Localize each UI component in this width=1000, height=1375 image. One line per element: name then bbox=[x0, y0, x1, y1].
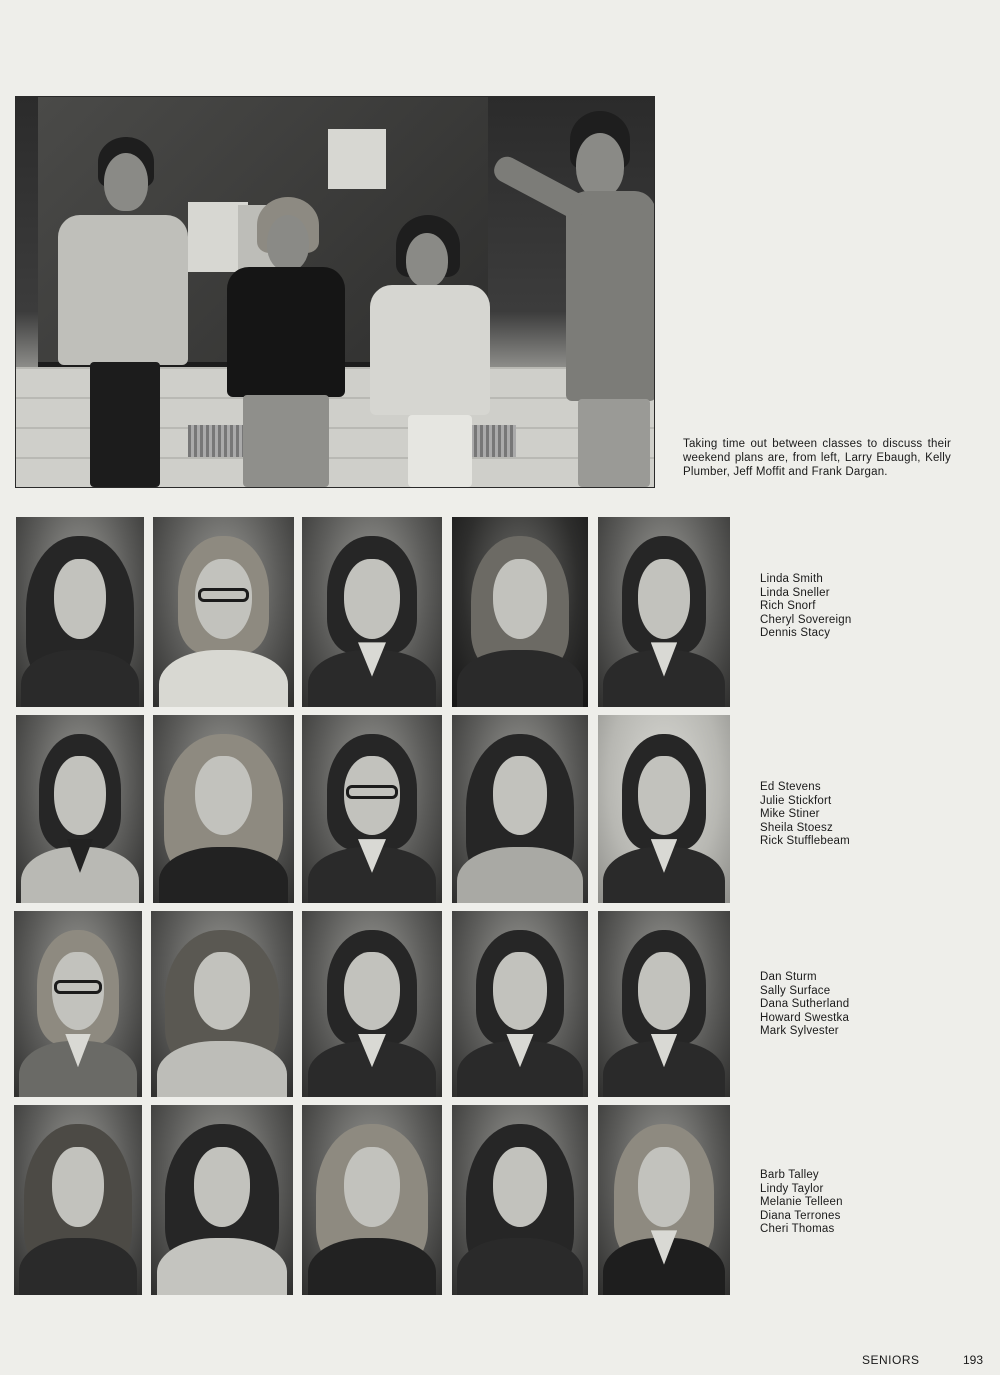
name-item: Julie Stickfort bbox=[760, 794, 832, 807]
name-item: Dan Sturm bbox=[760, 971, 817, 983]
portrait-sheila-stoesz bbox=[452, 715, 588, 903]
name-item: Mark Sylvester bbox=[760, 1025, 839, 1037]
name-item: Diana Terrones bbox=[760, 1209, 841, 1222]
page-number: 193 bbox=[963, 1353, 984, 1367]
name-item: Linda Sneller bbox=[760, 586, 830, 599]
portrait-dan-sturm bbox=[14, 911, 142, 1097]
portrait-dennis-stacy bbox=[598, 517, 730, 707]
names-row-3 bbox=[760, 971, 960, 1039]
portrait-julie-stickfort bbox=[153, 715, 294, 903]
portrait-howard-swestka bbox=[452, 911, 588, 1097]
name-item: Cheryl Sovereign bbox=[760, 613, 852, 626]
group-photo bbox=[16, 97, 654, 487]
portrait-mike-stiner bbox=[302, 715, 442, 903]
name-item: Sally Surface bbox=[760, 984, 831, 997]
portrait-rick-stufflebeam bbox=[598, 715, 730, 903]
portrait-dana-sutherland bbox=[302, 911, 442, 1097]
portrait-linda-smith bbox=[16, 517, 144, 707]
ghost-page-heading bbox=[18, 28, 998, 98]
portrait-cheri-thomas bbox=[598, 1105, 730, 1295]
portrait-melanie-telleen bbox=[302, 1105, 442, 1295]
portrait-linda-sneller bbox=[153, 517, 294, 707]
name-item: Barb Talley bbox=[760, 1169, 819, 1181]
name-item: Mike Stiner bbox=[760, 808, 820, 820]
name-item: Dana Sutherland bbox=[760, 998, 850, 1010]
name-item: Rich Snorf bbox=[760, 600, 816, 612]
person-kelly-plumber bbox=[221, 197, 351, 487]
names-row-2 bbox=[760, 781, 960, 849]
names-row-4 bbox=[760, 1169, 960, 1237]
portrait-mark-sylvester bbox=[598, 911, 730, 1097]
portrait-barb-talley bbox=[14, 1105, 142, 1295]
portrait-rich-snorf bbox=[302, 517, 442, 707]
person-frank-dargan bbox=[496, 111, 654, 487]
portrait-diana-terrones bbox=[452, 1105, 588, 1295]
name-item: Sheila Stoesz bbox=[760, 821, 833, 834]
name-item: Cheri Thomas bbox=[760, 1223, 835, 1235]
name-item: Ed Stevens bbox=[760, 781, 821, 793]
person-larry-ebaugh bbox=[46, 137, 196, 487]
name-item: Linda Smith bbox=[760, 573, 823, 585]
portrait-ed-stevens bbox=[16, 715, 144, 903]
portrait-sally-surface bbox=[151, 911, 293, 1097]
photo-caption: Taking time out between classes to discuss their weekend plans are, from left, Larry Ebaugh, Kelly Plumber, Jeff Moffit and Frank Dargan. bbox=[683, 438, 951, 478]
section-label: SENIORS bbox=[862, 1353, 920, 1367]
person-jeff-moffit bbox=[366, 215, 496, 487]
names-row-1 bbox=[760, 573, 960, 641]
name-item: Lindy Taylor bbox=[760, 1182, 824, 1195]
name-item: Melanie Telleen bbox=[760, 1196, 843, 1208]
portrait-cheryl-sovereign bbox=[452, 517, 588, 707]
name-item: Howard Swestka bbox=[760, 1011, 850, 1024]
portrait-lindy-taylor bbox=[151, 1105, 293, 1295]
name-item: Rick Stufflebeam bbox=[760, 835, 850, 847]
name-item: Dennis Stacy bbox=[760, 627, 831, 639]
